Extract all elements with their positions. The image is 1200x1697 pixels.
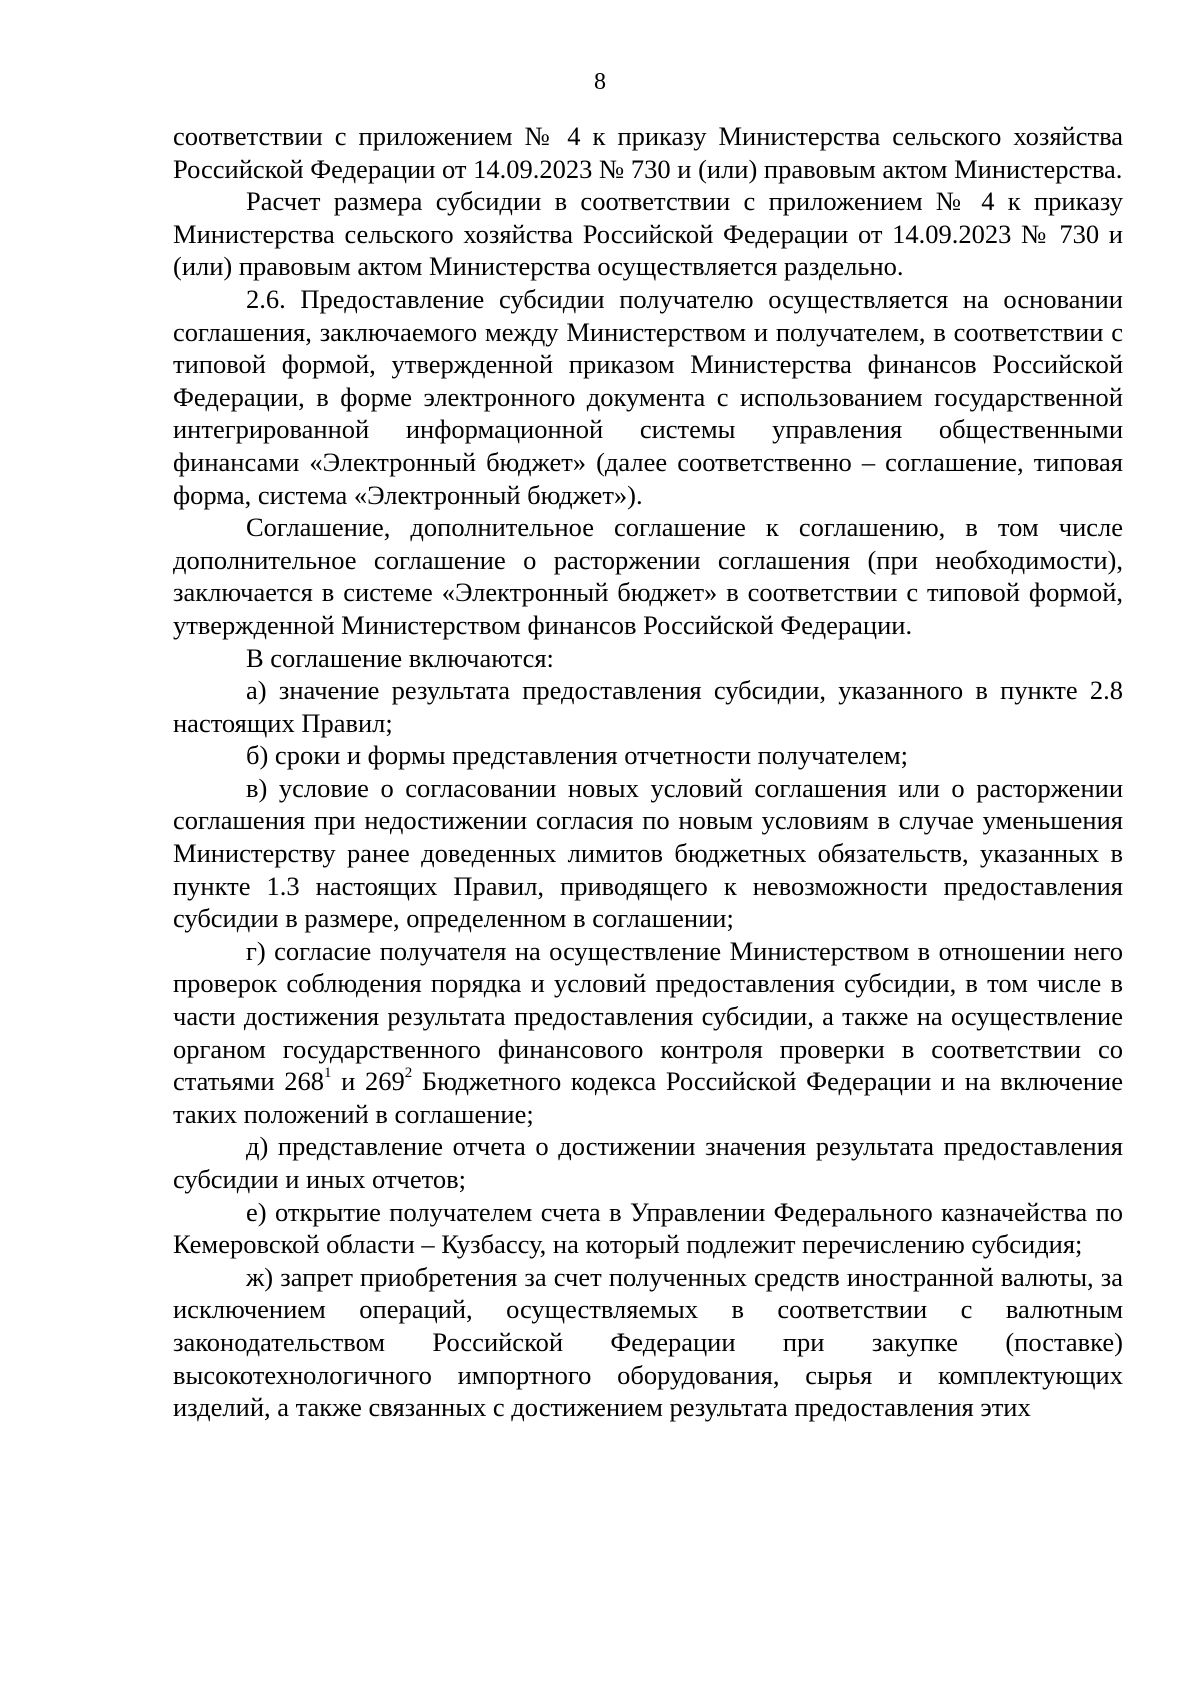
budget-code-article-268: $268^1$ — [284, 1065, 332, 1097]
list-item-g-text-end: Бюджетного кодекса Российской Федерации и на включение таких положений в соглашение; — [173, 1066, 1124, 1129]
paragraph-agreement-includes: В соглашение включаются: — [246, 642, 554, 673]
paragraph-continuation: соответствии с приложением № 4 к приказу Министерства сельского хозяйства Российской Федерации от 14.09.2023 № 730 и (или) правовым актом Министерства. — [173, 121, 1123, 184]
paragraph-2-6: 2.6. Предоставление субсидии получателю осуществляется на основании соглашения, заключаемого между Министерством и получателем, в соответствии с типовой формой, утвержденной приказом Министерства финансов Российской Федерации, в форме электронного документа с использованием государственной интегрированной информационной системы управления общественными финансами «Электронный бюджет» (далее соответственно – соглашение, типовая форма, система «Электронный бюджет»). — [173, 283, 1123, 510]
article-269-superscript: 2 — [404, 1065, 413, 1082]
list-item-e: е) открытие получателем счета в Управлении Федерального казначейства по Кемеровской области – Кузбассу, на который подлежит перечислению субсидия; — [173, 1196, 1123, 1260]
list-item-g-text-start: г) согласие получателя на осуществление Министерством в отношении него проверок соблюдения порядка и условий предоставления субсидии, в том числе в части достижения результата предоставления субсидии, а также на осуществление органом государственного финансового контроля проверки в соответствии со статьями — [173, 935, 1123, 1097]
paragraph-subsidy-calculation: Расчет размера субсидии в соответствии с приложением № 4 к приказу Министерства сельского хозяйства Российской Федерации от 14.09.2023 № 730 и (или) правовым актом Министерства осуществляется раздельно. — [173, 186, 1123, 282]
paragraph-agreement: Соглашение, дополнительное соглашение к соглашению, в том числе дополнительное соглашение о расторжении соглашения (при необходимости), заключается в системе «Электронный бюджет» в соответствии с типовой формой, утвержденной Министерством финансов Российской Федерации. — [173, 512, 1123, 640]
list-item-b: б) сроки и формы представления отчетности получателем; — [246, 740, 909, 771]
list-item-zh: ж) запрет приобретения за счет полученных средств иностранной валюты, за исключением операций, осуществляемых в соответствии с валютным законодательством Российской Федерации при закупке (поставке) высокотехнологичного импортного оборудования, сырья и комплектующих изделий, а также связанных с достижением результата предоставления этих — [173, 1261, 1123, 1423]
document-body — [173, 120, 1123, 1424]
page-number: 8 — [594, 69, 606, 95]
list-item-v: в) условие о согласовании новых условий соглашения или о расторжении соглашения при недостижении согласия по новым условиям в случае уменьшения Министерству ранее доведенных лимитов бюджетных обязательств, указанных в пункте 1.3 настоящих Правил, приводящего к невозможности предоставления субсидии в размере, определенном в соглашении; — [173, 772, 1123, 934]
budget-code-article-269: $269^2$ — [364, 1065, 413, 1097]
list-item-d: д) представление отчета о достижении значения результата предоставления субсидии и иных отчетов; — [173, 1131, 1123, 1194]
list-item-g: г) согласие получателя на осуществление Министерством в отношении него проверок соблюдения порядка и условий предоставления субсидии, в том числе в части достижения результата предоставления субсидии, а также на осуществление органом государственного финансового контроля проверки в соответствии со статьями $268^1$ и $269^2$ Бюджетного кодекса Российской Федерации и на включение таких положений в соглашение; — [173, 935, 1124, 1129]
list-item-a: а) значение результата предоставления субсидии, указанного в пункте 2.8 настоящих Правил; — [173, 675, 1123, 738]
article-268-superscript: 1 — [323, 1065, 332, 1082]
